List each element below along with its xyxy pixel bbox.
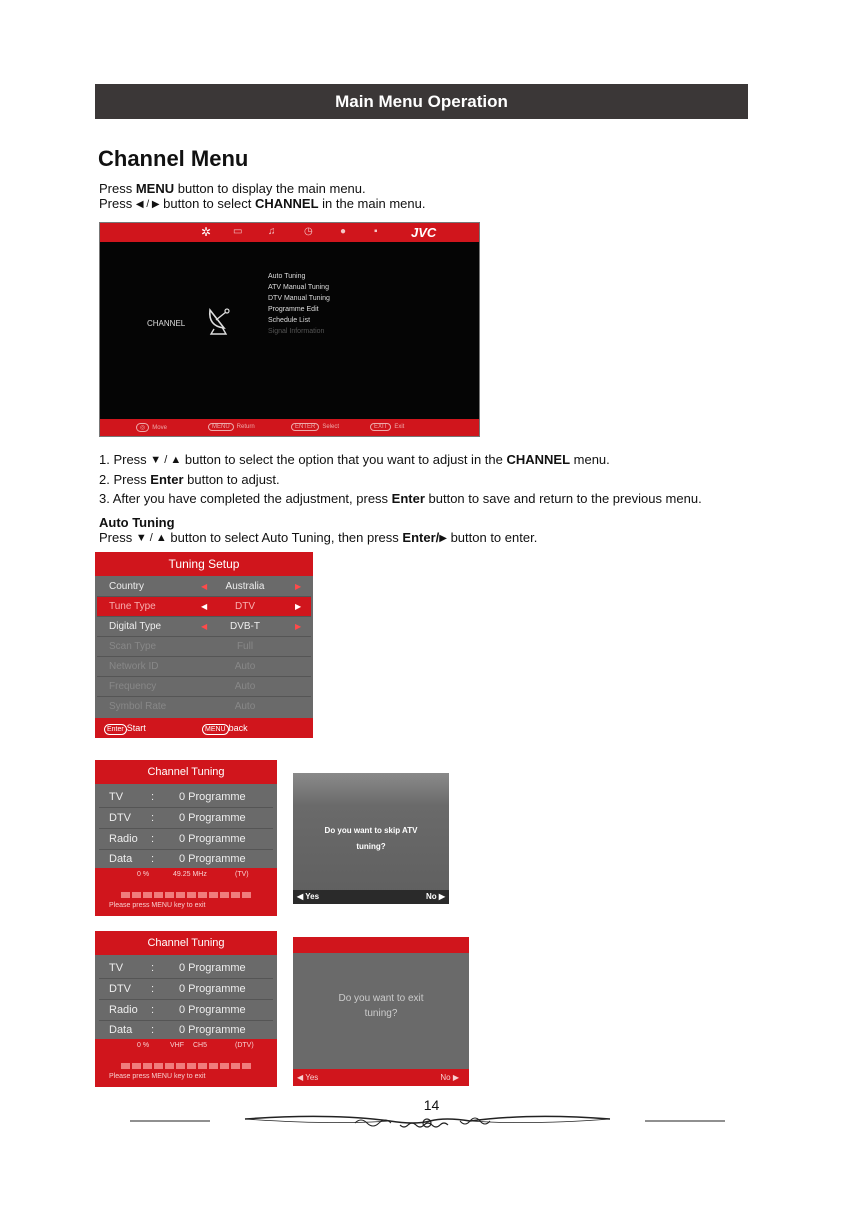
step-text: 1. Press	[99, 452, 151, 467]
channel-tuning-title: Channel Tuning	[95, 760, 277, 784]
count-value: 0 Programme	[179, 1004, 246, 1016]
step-2	[99, 472, 280, 488]
no-option[interactable]: No ▶	[440, 1073, 459, 1082]
count-value: 0 Programme	[179, 812, 246, 824]
category-label: CHANNEL	[147, 319, 186, 328]
intro-text: button to display the main menu.	[174, 181, 366, 196]
count-sep: :	[151, 1024, 155, 1036]
tuning-status	[95, 868, 277, 916]
back-label: back	[228, 723, 248, 733]
count-value: 0 Programme	[179, 853, 246, 865]
question-line: tuning?	[356, 842, 386, 851]
no-label: No	[425, 892, 437, 901]
row-value: Auto	[234, 681, 256, 692]
tuning-row-digital-type[interactable]	[97, 617, 311, 637]
hint-move	[136, 423, 167, 432]
channel-tuning-title: Channel Tuning	[95, 931, 277, 955]
menu-keyword: MENU	[135, 181, 175, 196]
tuning-mode: (DTV)	[235, 1042, 254, 1049]
question-line: Do you want to skip ATV	[324, 826, 418, 835]
intro-text: Press	[99, 181, 136, 196]
row-value: Auto	[234, 661, 256, 672]
no-label: No	[440, 1073, 451, 1082]
tuning-progress-bar	[121, 885, 253, 892]
tuning-row-network-id	[97, 657, 311, 677]
setup-tab-icon: ▪	[374, 226, 378, 237]
section-header-bar	[95, 84, 748, 119]
tuning-count-radio	[99, 829, 273, 850]
down-up-arrows-icon: ▼ / ▲	[135, 532, 167, 544]
hint-return	[208, 423, 255, 431]
question-line: tuning?	[364, 1008, 398, 1019]
enter-keyword: Enter	[391, 491, 425, 506]
tuning-status	[95, 1039, 277, 1087]
hint-select	[291, 423, 339, 431]
tuning-count-data	[99, 849, 273, 869]
dialog-question	[293, 991, 469, 1021]
yes-option[interactable]: ◀ Yes	[297, 892, 320, 901]
menu-hint-bar	[100, 419, 479, 436]
instr-text: button to select Auto Tuning, then press	[166, 530, 403, 545]
sound-tab-icon: ♫	[268, 226, 276, 237]
channel-keyword: CHANNEL	[506, 452, 571, 467]
exit-instruction: Please press MENU key to exit	[109, 1073, 206, 1080]
enter-keyword: Enter	[150, 472, 184, 487]
dialog-question	[293, 823, 449, 855]
row-value: Australia	[225, 581, 265, 592]
row-value: DVB-T	[230, 621, 260, 632]
row-label: Symbol Rate	[109, 701, 167, 712]
dialog-footer	[293, 1069, 469, 1086]
tuning-count-dtv	[99, 808, 273, 829]
step-text: menu.	[570, 452, 610, 467]
enter-keyword: Enter/	[402, 530, 440, 545]
satellite-dish-icon	[204, 302, 238, 336]
hint-key: ◎	[136, 423, 149, 432]
hint-key: MENU	[208, 423, 234, 431]
count-sep: :	[151, 791, 155, 803]
exit-instruction: Please press MENU key to exit	[109, 902, 206, 909]
row-label: Network ID	[109, 661, 159, 672]
step-text: button to save and return to the previous menu.	[424, 491, 702, 506]
skip-atv-dialog-screenshot	[293, 773, 449, 904]
left-arrow-icon[interactable]: ◀	[201, 622, 208, 631]
tuning-count-radio	[99, 1000, 273, 1021]
intro-line-2	[99, 196, 425, 213]
band-readout: VHF	[170, 1042, 184, 1049]
left-arrow-icon[interactable]: ◀	[201, 582, 208, 591]
channel-keyword: CHANNEL	[254, 196, 319, 211]
menu-item-schedule-list[interactable]: Schedule List	[268, 317, 311, 324]
right-arrow-icon[interactable]: ▶	[295, 622, 302, 631]
tuning-row-scan-type	[97, 637, 311, 657]
intro-text: button to select	[159, 196, 255, 211]
right-arrow-icon: ▶	[439, 533, 447, 544]
picture-tab-icon: ▭	[233, 226, 243, 237]
tuning-setup-title: Tuning Setup	[95, 552, 313, 576]
step-3	[99, 491, 702, 507]
decorative-ornament-icon	[130, 1109, 725, 1133]
channel-menu-screenshot	[99, 222, 480, 437]
step-1	[99, 452, 610, 468]
intro-text: in the main menu.	[318, 196, 426, 211]
jvc-logo: JVC	[411, 225, 437, 240]
row-label: Frequency	[109, 681, 157, 692]
row-value: DTV	[235, 601, 255, 612]
menu-item-dtv-manual-tuning[interactable]: DTV Manual Tuning	[268, 295, 330, 302]
hint-key: ENTER	[291, 423, 319, 431]
yes-option[interactable]: ◀ Yes	[297, 1073, 319, 1082]
right-arrow-icon[interactable]: ▶	[295, 582, 302, 591]
menu-item-atv-manual-tuning[interactable]: ATV Manual Tuning	[268, 284, 329, 291]
intro-line-1	[99, 181, 366, 197]
step-text: 3. After you have completed the adjustment, press	[99, 491, 392, 506]
count-value: 0 Programme	[179, 1024, 246, 1036]
count-sep: :	[151, 983, 155, 995]
count-sep: :	[151, 1004, 155, 1016]
instr-text: button to enter.	[446, 530, 538, 545]
count-type: DTV	[109, 983, 131, 995]
intro-text: Press	[99, 196, 136, 211]
count-type: Data	[109, 1024, 133, 1036]
row-label: Scan Type	[109, 641, 157, 652]
menu-top-bar	[100, 223, 479, 242]
frequency-readout: 49.25 MHz	[173, 871, 207, 878]
count-type: DTV	[109, 812, 131, 824]
down-up-arrows-icon: ▼ / ▲	[150, 454, 182, 466]
yes-label: Yes	[305, 892, 320, 901]
auto-tuning-heading: Auto Tuning	[99, 515, 175, 530]
exit-tuning-dialog-screenshot	[293, 937, 469, 1086]
menu-key-badge: MENU	[202, 724, 229, 735]
row-label: Country	[109, 581, 145, 592]
channel-tuning-screenshot-2	[95, 931, 277, 1087]
channel-readout: CH5	[193, 1042, 208, 1049]
enter-key-badge: Enter	[104, 724, 127, 735]
channel-tuning-screenshot-1	[95, 760, 277, 916]
step-text: button to select the option that you want to adjust in the	[181, 452, 507, 467]
count-value: 0 Programme	[179, 962, 246, 974]
hint-label: Select	[322, 424, 340, 430]
tuning-count-tv	[99, 958, 273, 979]
tuning-count-data	[99, 1020, 273, 1040]
page-title: Channel Menu	[98, 146, 249, 171]
hint-label: Move	[152, 425, 167, 431]
count-type: Radio	[109, 1004, 138, 1016]
hint-key: EXIT	[370, 423, 391, 431]
hint-label: Return	[236, 424, 255, 430]
question-line: Do you want to exit	[338, 993, 424, 1004]
row-label: Tune Type	[109, 601, 156, 612]
count-type: TV	[109, 791, 124, 803]
count-sep: :	[151, 853, 155, 865]
step-text: 2. Press	[99, 472, 151, 487]
menu-item-programme-edit[interactable]: Programme Edit	[268, 306, 319, 313]
count-value: 0 Programme	[179, 983, 246, 995]
row-value: Full	[236, 641, 254, 652]
count-type: TV	[109, 962, 124, 974]
step-text: button to adjust.	[183, 472, 280, 487]
menu-item-auto-tuning[interactable]: Auto Tuning	[268, 273, 306, 280]
start-hint[interactable]	[104, 718, 146, 738]
progress-percent: 0 %	[137, 1042, 150, 1049]
dialog-top-bar	[293, 937, 469, 953]
tuning-setup-screenshot	[95, 552, 313, 738]
row-value: Auto	[234, 701, 256, 712]
tuning-row-symbol-rate	[97, 697, 311, 716]
back-hint[interactable]	[202, 718, 248, 738]
hint-label: Exit	[394, 424, 405, 430]
lock-tab-icon: ●	[340, 226, 347, 237]
tuning-setup-footer	[95, 718, 313, 738]
channel-satellite-tab-icon: ✲	[201, 225, 212, 239]
dialog-footer	[293, 890, 449, 904]
count-value: 0 Programme	[179, 833, 246, 845]
hint-exit	[370, 423, 404, 431]
count-type: Data	[109, 853, 133, 865]
page-number: 14	[423, 1097, 440, 1113]
count-type: Radio	[109, 833, 138, 845]
right-arrow-icon[interactable]: ▶	[295, 602, 302, 611]
count-sep: :	[151, 812, 155, 824]
count-sep: :	[151, 833, 155, 845]
count-value: 0 Programme	[179, 791, 246, 803]
tuning-progress-bar	[121, 1056, 253, 1063]
progress-percent: 0 %	[137, 871, 150, 878]
tuning-count-tv	[99, 787, 273, 808]
clock-tab-icon: ◷	[304, 226, 313, 237]
row-label: Digital Type	[109, 621, 162, 632]
tuning-row-tune-type[interactable]	[97, 597, 311, 617]
count-sep: :	[151, 962, 155, 974]
start-label: Start	[126, 723, 146, 733]
tuning-mode: (TV)	[235, 871, 249, 878]
instr-text: Press	[99, 530, 136, 545]
left-arrow-icon[interactable]: ◀	[201, 602, 208, 611]
tuning-count-dtv	[99, 979, 273, 1000]
menu-item-signal-information: Signal Information	[268, 328, 325, 335]
no-option[interactable]: No ▶	[425, 892, 445, 901]
tuning-row-country[interactable]	[97, 577, 311, 597]
tuning-row-frequency	[97, 677, 311, 697]
yes-label: Yes	[305, 1073, 319, 1082]
auto-tuning-instruction	[99, 530, 537, 547]
left-right-arrows-icon: ◀ / ▶	[135, 199, 160, 210]
header-title: Main Menu Operation	[335, 92, 508, 111]
